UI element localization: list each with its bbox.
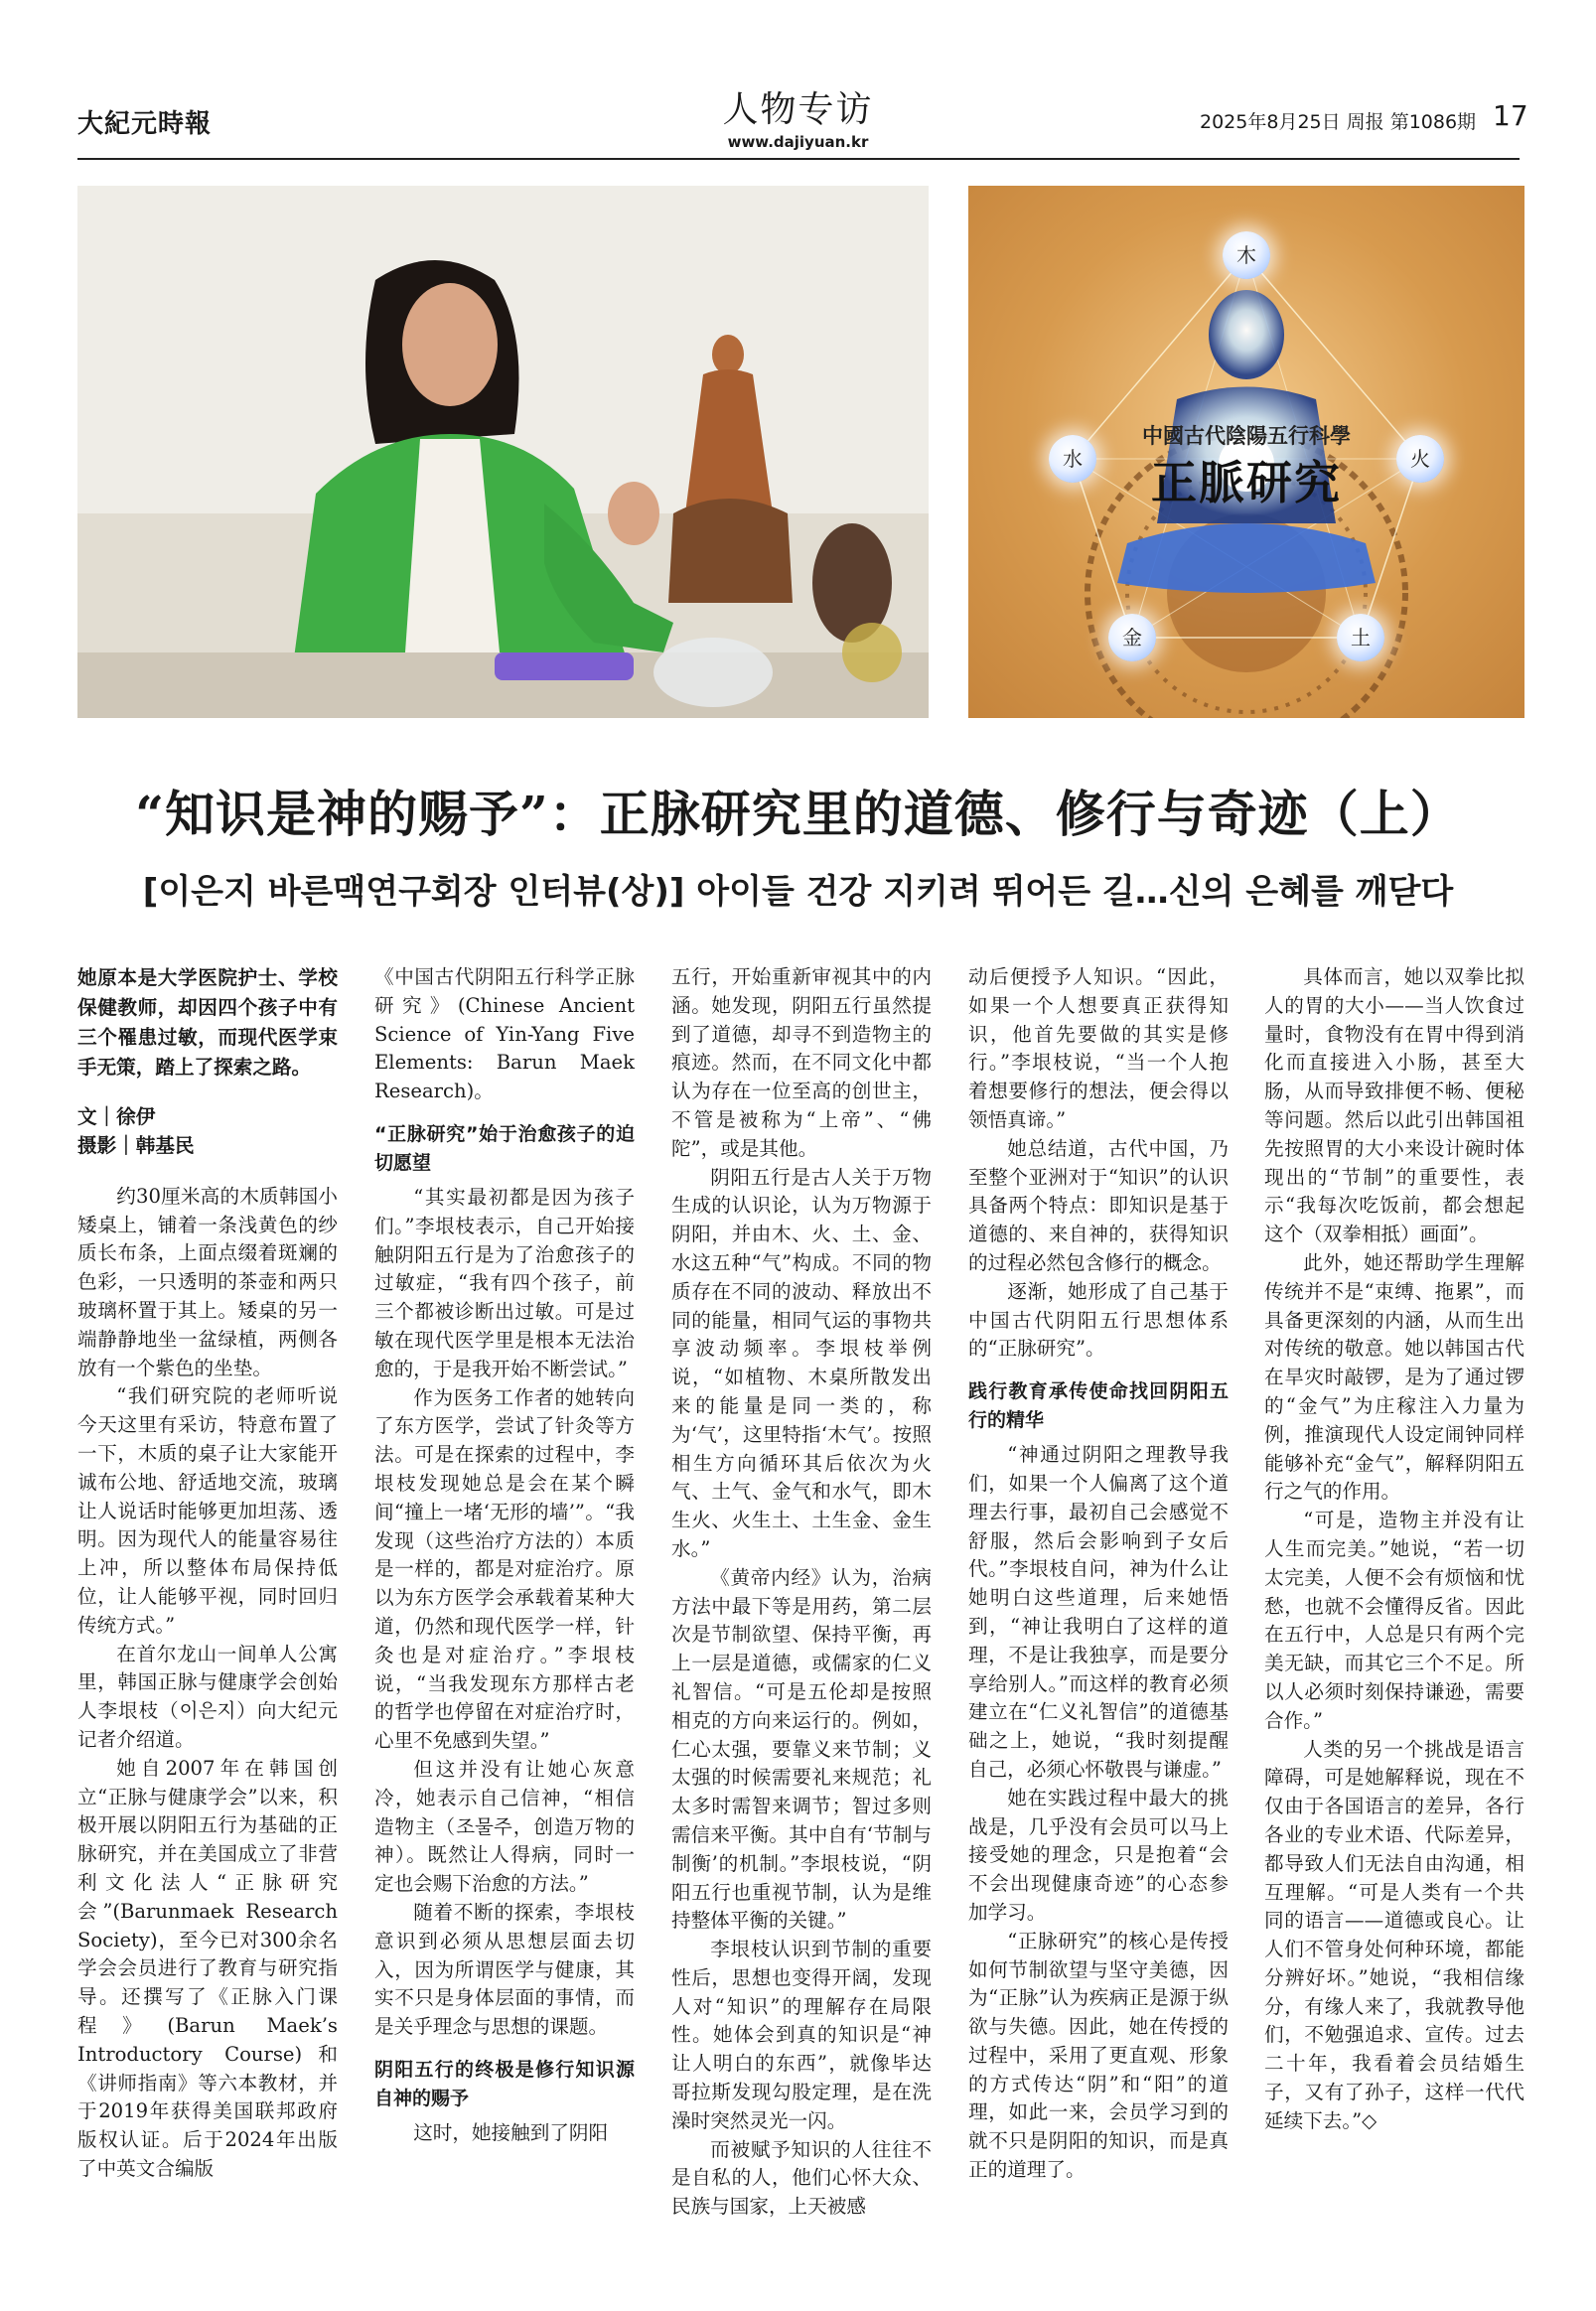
paragraph: “其实最初都是因为孩子们。”李垠枝表示，自己开始接触阴阳五行是为了治愈孩子的过敏症，“我有四个孩子，前三个都被诊断出过敏。可是过敏在现代医学里是根本无法治愈的，于是我开始不断尝试。” xyxy=(374,1185,635,1380)
element-metal-icon: 金 xyxy=(1108,614,1156,661)
section-subhead: 阴阳五行的终极是修行知识源自神的赐予 xyxy=(374,2058,635,2109)
paragraph: 动后便授予人知识。“因此，如果一个人想要真正获得知识，他首先要做的其实是修行。”李垠枝说，“当一个人抱着想要修行的想法，便会得以领悟真谛。” xyxy=(968,965,1229,1131)
article-column-1 xyxy=(77,963,338,2184)
section-title: 人物专访 xyxy=(722,89,874,130)
paragraph: “可是，造物主并没有让人生而完美。”她说，“若一切太完美，人便不会有烦恼和忧愁，也就不会懂得反省。因此在五行中，人总是只有两个完美无缺，而其它三个不足。所以人必须时刻保持谦逊，需要合作。” xyxy=(1264,1509,1524,1732)
paragraph: 具体而言，她以双拳比拟人的胃的大小——当人饮食过量时，食物没有在胃中得到消化而直接进入小肠，甚至大肠，从而导致排便不畅、便秘等问题。然后以此引出韩国祖先按照胃的大小来设计碗时体现出的“节制”的重要性，表示“我每次吃饭前，都会想起这个（双拳相抵）画面”。 xyxy=(1264,965,1524,1246)
paragraph: 在首尔龙山一间单人公寓里，韩国正脉与健康学会创始人李垠枝（이은지）向大纪元记者介绍道。 xyxy=(77,1642,338,1751)
section-subhead: 践行教育承传使命找回阴阳五行的精华 xyxy=(968,1380,1229,1432)
byline-text: 文｜徐伊 xyxy=(77,1105,156,1128)
paragraph: 随着不断的探索，李垠枝意识到必须从思想层面去切入，因为所谓医学与健康，其实不只是身体层面的事情，而是关乎理念与思想的课题。 xyxy=(374,1900,635,2039)
paragraph: 约30厘米高的木质韩国小矮桌上，铺着一条浅黄色的纱质长布条，上面点缀着斑斓的色彩，一只透明的茶壶和两只玻璃杯置于其上。矮桌的另一端静静地坐一盆绿植，两侧各放有一个紫色的坐垫。 xyxy=(77,1184,338,1379)
interview-photo xyxy=(77,186,929,718)
paragraph: 《黄帝内经》认为，治病方法中最下等是用药，第二层次是节制欲望、保持平衡，再上一层是道德，或儒家的仁义礼智信。“可是五伦却是按照相克的方向来运行的。例如，仁心太强，要靠义来节制；义太强的时候需要礼来规范；礼太多时需智来调节；智过多则需信来平衡。其中自有‘节制与制衡’的机制。”李垠枝说，“阴阳五行也重视节制，认为是维持整体平衡的关键。” xyxy=(671,1565,932,1933)
article-column-2 xyxy=(374,963,635,2148)
page-number: 17 xyxy=(1493,99,1528,132)
paragraph: 五行，开始重新审视其中的内涵。她发现，阴阳五行虽然提到了道德，却寻不到造物主的痕迹。然而，在不同文化中都认为存在一位至高的创世主，不管是被称为“上帝”、“佛陀”，或是其他。 xyxy=(671,965,932,1160)
article-column-3 xyxy=(671,963,932,2222)
paragraph: 人类的另一个挑战是语言障碍，可是她解释说，现在不仅由于各国语言的差异，各行各业的专业术语、代际差异，都导致人们无法自由沟通，相互理解。“可是人类有一个共同的语言——道德或良心。让人们不管身处何种环境，都能分辨好坏。”她说，“我相信缘分，有缘人来了，我就教导他们，不勉强追求、宣传。过去二十年，我看着会员结婚生子，又有了孙子，这样一代代延续下去。”◇ xyxy=(1264,1737,1524,2132)
paragraph: 但这并没有让她心灰意冷，她表示自己信神，“相信造物主（조물주，创造万物的神）。既然让人得病，同时一定也会赐下治愈的方法。” xyxy=(374,1757,635,1896)
diagram-subtitle: 中國古代陰陽五行科學 xyxy=(1142,424,1351,448)
interview-photo-illustration xyxy=(77,186,929,718)
byline-photo: 摄影｜韩基民 xyxy=(77,1134,195,1157)
paragraph: 她总结道，古代中国，乃至整个亚洲对于“知识”的认识具备两个特点：即知识是基于道德的、来自神的，获得知识的过程必然包含修行的概念。 xyxy=(968,1136,1229,1274)
paragraph: 逐渐，她形成了自己基于中国古代阴阳五行思想体系的“正脉研究”。 xyxy=(968,1279,1229,1361)
masthead-logo: 大紀元時報 xyxy=(77,109,213,139)
section-subhead: “正脉研究”始于治愈孩子的迫切愿望 xyxy=(374,1122,635,1174)
headline: “知识是神的赐予”：正脉研究里的道德、修行与奇迹（上） xyxy=(135,785,1461,843)
paragraph: 作为医务工作者的她转向了东方医学，尝试了针灸等方法。可是在探索的过程中，李垠枝发现她总是会在某个瞬间“撞上一堵‘无形的墙’”。“我发现（这些治疗方法的）本质是一样的，都是对症治疗。原以为东方医学会承载着某种大道，仍然和现代医学一样，针灸也是对症治疗。”李垠枝说，“当我发现东方那样古老的哲学也停留在对症治疗时，心里不免感到失望。” xyxy=(374,1385,635,1753)
element-fire-icon: 火 xyxy=(1396,435,1444,483)
subheadline: [이은지 바른맥연구회장 인터뷰(상)] 아이들 건강 지키려 뛰어든 길…신의 은혜를 깨닫다 xyxy=(142,872,1454,912)
paragraph: 而被赋予知识的人往往不是自私的人，他们心怀大众、民族与国家，上天被感 xyxy=(671,2137,932,2219)
paragraph: 这时，她接触到了阴阳 xyxy=(413,2120,609,2144)
paragraph: 她在实践过程中最大的挑战是，几乎没有会员可以马上接受她的理念，只是抱着“会不会出现健康奇迹”的心态参加学习。 xyxy=(968,1786,1229,1924)
article-lead: 她原本是大学医院护士、学校保健教师，却因四个孩子中有三个罹患过敏，而现代医学束手无策，踏上了探索之路。 xyxy=(77,966,338,1079)
paragraph: 李垠枝认识到节制的重要性后，思想也变得开阔，发现人对“知识”的理解存在局限性。她体会到真的知识是“神让人明白的东西”，就像毕达哥拉斯发现勾股定理，是在洗澡时突然灵光一闪。 xyxy=(671,1938,932,2132)
issue-info: 2025年8月25日 周报 第1086期 xyxy=(1200,111,1477,133)
header-rule xyxy=(77,158,1520,160)
paragraph: 《中国古代阴阳五行科学正脉研究》(Chinese Ancient Science of Yin-Yang Five Elements: Barun Maek Research)。 xyxy=(374,965,635,1103)
element-wood-icon: 木 xyxy=(1223,231,1270,279)
paragraph: 她自2007年在韩国创立“正脉与健康学会”以来，积极开展以阴阳五行为基础的正脉研究，并在美国成立了非营利文化法人“正脉研究会”(Barunmaek Research Society)，至今已对300余名学会会员进行了教育与研究指导。还撰写了《正脉入门课程》(Barun Maek’s Introductory Course)和《讲师指南》等六本教材，并于2019年获得美国联邦政府版权认证。后于2024年出版了中英文合编版 xyxy=(77,1756,338,2180)
paragraph: 阴阳五行是古人关于万物生成的认识论，认为万物源于阴阳，并由木、火、土、金、水这五种“气”构成。不同的物质存在不同的波动、释放出不同的能量，相同气运的事物共享波动频率。李垠枝举例说，“如植物、木桌所散发出来的能量是同一类的，称为‘气’，这里特指‘木气’。按照相生方向循环其后依次为火气、土气、金气和水气，即木生火、火生土、土生金、金生水。” xyxy=(671,1165,932,1560)
element-earth-icon: 土 xyxy=(1337,614,1384,661)
diagram-title: 正脈研究 xyxy=(1151,456,1342,509)
website-url[interactable]: www.dajiyuan.kr xyxy=(727,133,869,151)
paragraph: 此外，她还帮助学生理解传统并不是“束缚、拖累”，而具备更深刻的内涵，从而生出对传统的敬意。她以韩国古代在旱灾时敲锣，是为了通过锣的“金气”为庄稼注入力量为例，推演现代人设定闹钟同样能够补充“金气”，解释阴阳五行之气的作用。 xyxy=(1264,1250,1524,1504)
five-elements-diagram xyxy=(968,186,1524,718)
paragraph: “正脉研究”的核心是传授如何节制欲望与坚守美德，因为“正脉”认为疾病正是源于纵欲与失德。因此，她在传授的过程中，采用了更直观、形象的方式传达“阴”和“阳”的道理，如此一来，会员学习到的就不只是阴阳的知识，而是真正的道理了。 xyxy=(968,1929,1229,2182)
paragraph: “我们研究院的老师听说今天这里有采访，特意布置了一下，木质的桌子让大家能开诚布公地、舒适地交流，玻璃让人说话时能够更加坦荡、透明。因为现代人的能量容易往上冲，所以整体布局保持低位，让人能够平视，同时回归传统方式。” xyxy=(77,1384,338,1637)
article-column-5 xyxy=(1264,963,1524,2136)
article-column-4 xyxy=(968,963,1229,2185)
element-water-icon: 水 xyxy=(1049,435,1096,483)
paragraph: “神通过阴阳之理教导我们，如果一个人偏离了这个道理去行事，最初自己会感觉不舒服，然后会影响到子女后代。”李垠枝自问，神为什么让她明白这些道理，后来她悟到，“神让我明白了这样的道理，不是让我独享，而是要分享给别人。”而这样的教育必须建立在“仁义礼智信”的道德基础之上，她说，“我时刻提醒自己，必须心怀敬畏与谦虚。” xyxy=(968,1443,1229,1781)
